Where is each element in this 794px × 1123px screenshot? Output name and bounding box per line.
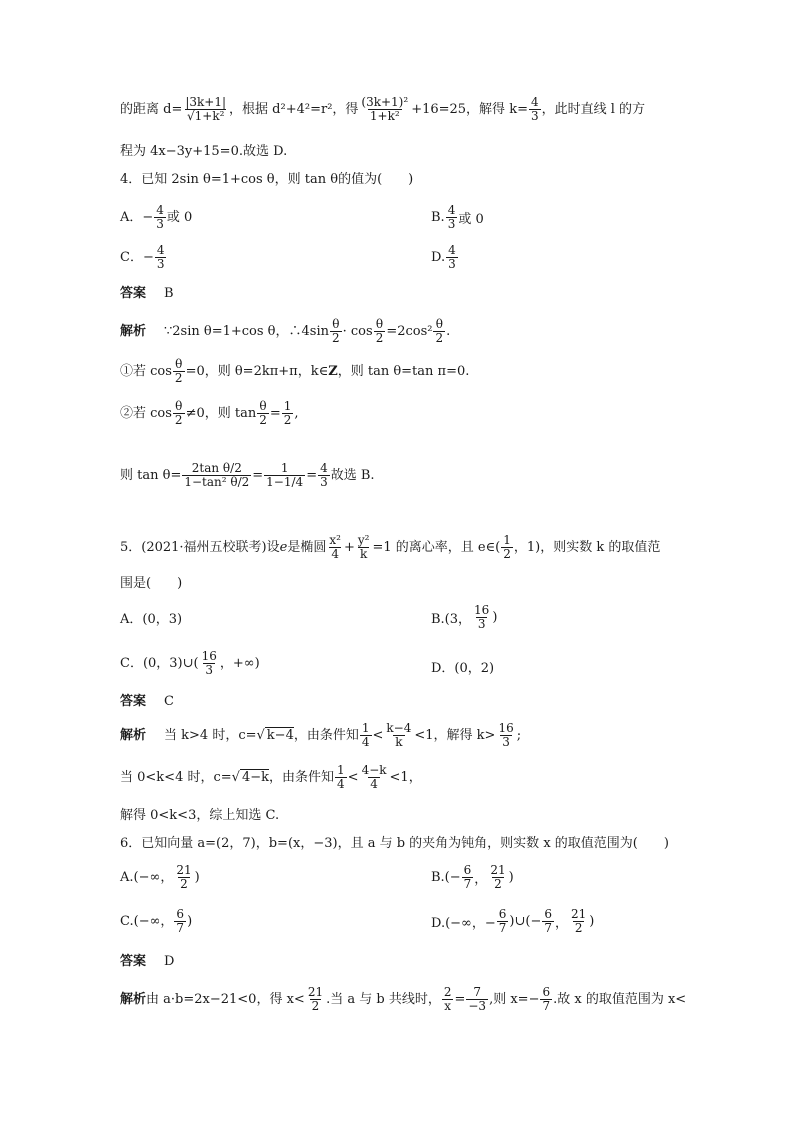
option-label: D. <box>431 250 446 266</box>
integer-set-symbol: Z <box>328 363 338 379</box>
fraction <box>360 764 389 791</box>
question-4 <box>120 172 680 188</box>
numerator: k−4 <box>386 721 412 735</box>
text: ，则 tan θ=tan π=0. <box>337 363 470 379</box>
numerator: 4 <box>530 95 539 109</box>
denominator: 1+k² <box>369 109 400 124</box>
question-6 <box>120 836 680 852</box>
numerator: 16 <box>201 649 217 663</box>
option-text: C．(0，3)∪( <box>120 655 199 671</box>
denominator: 3 <box>448 257 456 272</box>
fraction <box>384 722 413 749</box>
text: ，由条件知 <box>269 769 335 785</box>
denominator: 4 <box>361 735 370 750</box>
denominator: 2 <box>180 877 188 892</box>
text: 故选 B. <box>330 467 375 483</box>
option-4c <box>120 244 680 271</box>
denominator: 3 <box>502 735 510 750</box>
fraction <box>356 534 372 561</box>
text: · cos <box>342 323 373 339</box>
numerator: 6 <box>544 907 552 921</box>
solution-5-line3 <box>120 808 680 824</box>
fraction <box>359 96 410 123</box>
numerator: 6 <box>542 985 551 999</box>
option-5c <box>120 650 680 677</box>
option-text: A.(−∞， <box>120 869 174 885</box>
fraction <box>154 204 166 231</box>
solution-5-line2: 当 0<k<4 时，c= √ 4−k ，由条件知 $\frac{1}{4}$ < $\frac{4-k}{4}$ <1， <box>120 763 422 792</box>
solution-6-line1 <box>120 985 687 1014</box>
option-6c <box>120 908 680 935</box>
solution-line-equation <box>120 144 680 160</box>
numerator: 1 <box>361 721 370 735</box>
numerator: θ <box>259 399 267 413</box>
denominator: 2 <box>332 331 340 346</box>
denominator: 3 <box>320 475 328 490</box>
text: ) <box>589 914 595 930</box>
denominator: 3 <box>156 257 165 272</box>
fraction <box>529 96 541 123</box>
denominator: k <box>395 735 403 750</box>
fraction <box>264 462 305 489</box>
numerator: θ <box>175 357 183 371</box>
fraction <box>335 764 347 791</box>
text: ，根据 d²+4²=r²，得 <box>229 101 359 117</box>
denominator: k <box>360 547 368 562</box>
text: ，由条件知 <box>293 727 359 743</box>
denominator: 2 <box>174 371 183 386</box>
question-5 <box>120 534 680 561</box>
fraction <box>155 244 167 271</box>
numerator: 6 <box>176 907 185 921</box>
option-4a <box>120 204 680 231</box>
denominator: 3 <box>530 109 539 124</box>
question-5-line2 <box>120 576 680 592</box>
fraction <box>327 534 343 561</box>
answer-value: B <box>164 286 174 301</box>
numerator: 4 <box>156 203 164 217</box>
answer-5 <box>120 694 680 710</box>
numerator: 4 <box>320 461 328 475</box>
answer-6 <box>120 954 680 970</box>
numerator: 1 <box>337 763 345 777</box>
numerator: (3k+1)² <box>361 95 409 109</box>
sqrt-radicand: k−4 <box>266 728 294 744</box>
option-text: B.(− <box>431 870 461 886</box>
text: <1，解得 k> <box>414 727 496 743</box>
fraction <box>306 986 325 1013</box>
denominator: 2 <box>574 921 583 936</box>
denominator: x <box>444 999 452 1014</box>
text: <1， <box>389 769 422 785</box>
answer-label: 答案 <box>120 694 147 709</box>
numerator: 4 <box>447 203 456 217</box>
text: )∪(− <box>509 914 542 930</box>
question-text: 5．(2021·福州五校联考)设 <box>120 539 280 555</box>
numerator: 1 <box>503 533 511 547</box>
numerator: 21 <box>176 863 192 877</box>
text: 是椭圆 <box>287 539 327 555</box>
fraction <box>446 244 458 271</box>
fraction <box>330 318 342 345</box>
denominator: 2 <box>174 413 183 428</box>
numerator: 1 <box>280 461 289 475</box>
numerator: 16 <box>498 721 514 735</box>
text: ,则 x=− <box>489 991 540 1007</box>
numerator: 1 <box>283 399 292 413</box>
option-6b <box>431 864 514 891</box>
text: ， <box>555 916 569 932</box>
denominator: 7 <box>544 921 552 936</box>
fraction <box>174 908 186 935</box>
fraction <box>496 722 515 749</box>
denominator: 3 <box>156 217 164 232</box>
text: .当 a 与 b 共线时， <box>326 991 441 1007</box>
text: 的距离 d= <box>120 101 183 117</box>
denominator: 7 <box>498 921 507 936</box>
fraction <box>540 986 552 1013</box>
text: ) <box>187 913 193 929</box>
text: , <box>294 405 299 421</box>
denominator: 7 <box>463 877 472 892</box>
text: < <box>372 727 384 743</box>
text: ) <box>508 870 514 886</box>
numerator: 2tan θ/2 <box>191 461 242 475</box>
fraction <box>318 462 330 489</box>
answer-label: 答案 <box>120 954 147 969</box>
numerator: x² <box>329 533 341 547</box>
fraction <box>462 864 474 891</box>
option-text: C.(−∞， <box>120 913 174 929</box>
fraction <box>200 650 219 677</box>
text: ， <box>474 872 488 888</box>
fraction <box>173 400 185 427</box>
denominator: 2 <box>503 547 511 562</box>
answer-value: D <box>164 954 175 969</box>
denominator: 2 <box>435 331 444 346</box>
fraction <box>472 604 491 631</box>
solution-4-result <box>120 462 680 489</box>
text: 或 0 <box>166 209 193 225</box>
solution-label: 解析 <box>120 727 147 743</box>
solution-4-case1 <box>120 358 680 385</box>
numerator: θ <box>332 317 340 331</box>
option-5b <box>431 604 497 631</box>
numerator: 2 <box>443 985 452 999</box>
numerator: |3k+1| <box>185 95 227 109</box>
fraction <box>173 358 185 385</box>
option-5d <box>431 657 494 676</box>
denominator: √1+k² <box>186 109 225 124</box>
text: = <box>252 467 264 483</box>
text: .故 x 的取值范围为 x< <box>553 991 687 1007</box>
fraction <box>501 534 513 561</box>
numerator: 6 <box>498 907 507 921</box>
text: 或 0 <box>458 212 484 228</box>
denominator: 7 <box>176 921 185 936</box>
denominator: 4 <box>331 547 339 562</box>
fraction <box>442 986 454 1013</box>
option-text: D．(0，2) <box>431 661 495 676</box>
text: = <box>454 991 466 1007</box>
question-text: 4．已知 2sin θ=1+cos θ，则 tan θ的值为( ) <box>120 172 414 187</box>
answer-label: 答案 <box>120 286 147 301</box>
solution-4-line1 <box>120 318 680 345</box>
numerator: 16 <box>474 603 490 617</box>
numerator: 21 <box>307 985 324 999</box>
numerator: 4 <box>156 243 165 257</box>
denominator: 4 <box>370 777 378 792</box>
text: + <box>343 539 355 555</box>
text: 解得 0<k<3，综上知选 C. <box>120 808 280 823</box>
fraction <box>446 204 458 231</box>
numerator: y² <box>357 533 370 547</box>
fraction <box>466 986 488 1013</box>
solution-5-line1: 解析 当 k>4 时，c= √ k−4 ，由条件知 $\frac{1}{4}$ < $\frac{k-4}{k}$ <1，解得 k> $\frac{16}{3}$ ; <box>120 721 522 750</box>
solution-line-distance <box>120 96 680 123</box>
numerator: θ <box>175 399 183 413</box>
text: 由 a·b=2x−21<0，得 x< <box>146 991 305 1007</box>
numerator: 21 <box>490 863 506 877</box>
numerator: 4 <box>448 243 456 257</box>
fraction <box>374 318 386 345</box>
text: =2cos² <box>386 323 433 339</box>
text: ; <box>516 727 522 743</box>
text: ) <box>194 869 200 885</box>
text: ①若 cos <box>120 363 172 379</box>
text: ，此时直线 l 的方 <box>541 101 646 117</box>
solution-label: 解析 <box>120 323 147 339</box>
numerator: 6 <box>463 863 472 877</box>
text: 程为 4x−3y+15=0.故选 D. <box>120 144 288 159</box>
numerator: θ <box>435 317 443 331</box>
fraction <box>257 400 269 427</box>
text: ，1)，则实数 k 的取值范 <box>513 539 661 555</box>
question-text: 6．已知向量 a=(2，7)，b=(x，−3)，且 a 与 b 的夹角为钝角，则实数 x 的取值范围为( ) <box>120 836 669 851</box>
fraction <box>433 318 445 345</box>
solution-4-case2 <box>120 400 680 427</box>
option-5a <box>120 612 680 628</box>
denominator: 7 <box>542 999 551 1014</box>
option-label: A．− <box>120 209 154 225</box>
fraction <box>182 462 251 489</box>
fraction <box>542 908 554 935</box>
denominator: 2 <box>283 413 292 428</box>
fraction <box>497 908 509 935</box>
denominator: 1−tan² θ/2 <box>184 475 250 490</box>
fraction <box>174 864 193 891</box>
option-6a <box>120 864 680 891</box>
denominator: 2 <box>375 331 384 346</box>
text: ，+∞) <box>219 655 260 671</box>
denominator: 3 <box>447 217 456 232</box>
solution-label: 解析 <box>120 991 147 1007</box>
text: ②若 cos <box>120 405 172 421</box>
text: . <box>446 323 451 339</box>
option-4b <box>431 204 484 231</box>
text: 围是( ) <box>120 576 183 591</box>
fraction <box>569 908 588 935</box>
denominator: 2 <box>494 877 502 892</box>
fraction <box>360 722 372 749</box>
text: 则 tan θ= <box>120 467 182 483</box>
text: = <box>269 405 281 421</box>
text: =1 的离心率，且 e∈( <box>372 539 501 555</box>
option-6d <box>431 908 594 935</box>
denominator: 4 <box>337 777 345 792</box>
text: +16=25，解得 k= <box>411 101 528 117</box>
option-text: D.(−∞，− <box>431 916 496 932</box>
option-text: A．(0，3) <box>120 612 183 627</box>
text: ) <box>492 610 498 626</box>
text: 当 k>4 时，c= <box>164 727 257 743</box>
fraction <box>183 96 228 123</box>
fraction <box>282 400 294 427</box>
text: < <box>347 769 359 785</box>
denominator: −3 <box>468 999 487 1014</box>
numerator: 4−k <box>361 763 387 777</box>
text: ≠0，则 tan <box>185 405 257 421</box>
option-label: B. <box>431 210 445 226</box>
text: = <box>306 467 318 483</box>
numerator: 21 <box>571 907 587 921</box>
answer-value: C <box>164 694 174 709</box>
numerator: 7 <box>473 985 482 999</box>
text: =0，则 θ=2kπ+π，k∈ <box>185 363 329 379</box>
fraction <box>488 864 507 891</box>
denominator: 2 <box>311 999 320 1014</box>
sqrt-radicand: 4−k <box>241 770 269 786</box>
text: e <box>279 539 288 555</box>
text: ∵2sin θ=1+cos θ，∴4sin <box>164 323 329 339</box>
denominator: 2 <box>259 413 267 428</box>
denominator: 3 <box>205 663 214 678</box>
text: 当 0<k<4 时，c= <box>120 769 232 785</box>
answer-4 <box>120 286 680 302</box>
option-text: B.(3， <box>431 612 472 628</box>
denominator: 3 <box>477 617 486 632</box>
option-label: C．− <box>120 249 154 265</box>
option-4d <box>431 244 459 271</box>
numerator: θ <box>375 317 384 331</box>
denominator: 1−1/4 <box>266 475 304 490</box>
